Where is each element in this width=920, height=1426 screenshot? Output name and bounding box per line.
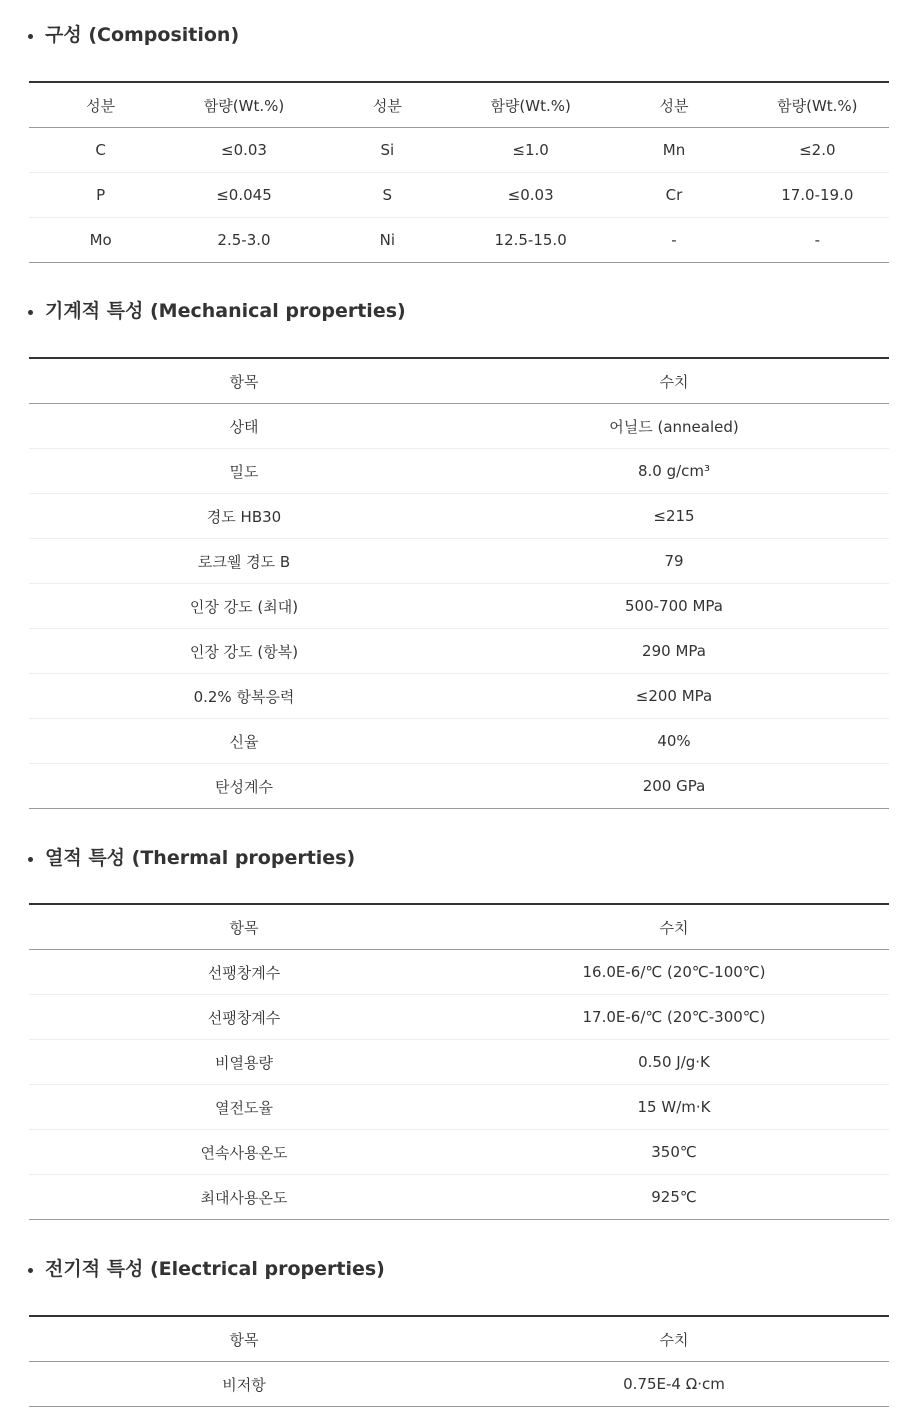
table-row — [29, 173, 889, 218]
table-cell: 탄성계수 — [215, 777, 273, 796]
bullet-icon — [28, 310, 33, 315]
column-header: 함량(Wt.%) — [746, 82, 889, 128]
table-cell: 290 MPa — [459, 629, 889, 674]
column-header: 항목 — [29, 1316, 459, 1362]
table-cell: 로크웰 경도 B — [29, 539, 459, 584]
table-row — [29, 950, 889, 995]
table-cell: 선팽창계수 — [29, 995, 459, 1040]
table-cell: C — [29, 128, 172, 173]
table-row — [29, 539, 889, 584]
bullet-icon — [28, 857, 33, 862]
column-header: 수치 — [459, 1316, 889, 1362]
table-cell: ≤0.03 — [172, 128, 315, 173]
table-row — [29, 629, 889, 674]
table-row — [29, 674, 889, 719]
table-row — [29, 1362, 889, 1407]
table-cell: 0.75E-4 Ω·cm — [623, 1375, 725, 1393]
column-header: 함량(Wt.%) — [459, 82, 602, 128]
table-row — [29, 404, 889, 449]
mechanical-table — [29, 357, 889, 809]
section-title: 전기적 특성 (Electrical properties) — [45, 1258, 385, 1280]
table-row — [29, 1040, 889, 1085]
table-cell: 인장 강도 (항복) — [29, 629, 459, 674]
table-row — [29, 1130, 889, 1175]
table-row — [29, 494, 889, 539]
table-cell: ≤215 — [459, 494, 889, 539]
table-row — [29, 584, 889, 629]
table-cell: 925℃ — [651, 1188, 697, 1206]
table-cell: Cr — [602, 173, 745, 218]
table-row — [29, 719, 889, 764]
table-cell: 0.2% 항복응력 — [29, 674, 459, 719]
table-header-row — [29, 358, 889, 404]
column-header: 수치 — [459, 904, 889, 950]
column-header: 항목 — [29, 904, 459, 950]
table-cell: 비저항 — [222, 1375, 266, 1394]
electrical-table — [29, 1315, 889, 1407]
table-header-row — [29, 82, 889, 128]
table-cell: ≤0.03 — [459, 173, 602, 218]
table-cell: 어닐드 (annealed) — [459, 404, 889, 449]
thermal-heading — [28, 843, 355, 870]
table-cell: - — [671, 231, 677, 249]
table-cell: 15 W/m·K — [459, 1085, 889, 1130]
table-cell: 밀도 — [29, 449, 459, 494]
table-cell: - — [814, 231, 821, 249]
column-header: 성분 — [316, 82, 459, 128]
column-header: 성분 — [29, 82, 172, 128]
bullet-icon — [28, 1268, 33, 1273]
table-cell: ≤1.0 — [459, 128, 602, 173]
table-cell: 12.5-15.0 — [494, 231, 567, 249]
table-row — [29, 764, 889, 809]
table-row — [29, 995, 889, 1040]
column-header: 항목 — [29, 358, 459, 404]
mechanical-heading — [28, 296, 406, 323]
bullet-icon — [28, 34, 33, 39]
composition-table — [29, 81, 889, 263]
table-cell: 비열용량 — [29, 1040, 459, 1085]
composition-heading — [28, 20, 239, 47]
table-cell: 8.0 g/cm³ — [459, 449, 889, 494]
table-cell: 상태 — [29, 404, 459, 449]
column-header: 수치 — [459, 358, 889, 404]
table-cell: 2.5-3.0 — [217, 231, 271, 249]
table-cell: 경도 HB30 — [29, 494, 459, 539]
table-cell: 인장 강도 (최대) — [29, 584, 459, 629]
table-cell: ≤2.0 — [746, 128, 889, 173]
table-cell: 79 — [459, 539, 889, 584]
table-cell: 선팽창계수 — [29, 950, 459, 995]
column-header: 성분 — [602, 82, 745, 128]
table-cell: 0.50 J/g·K — [459, 1040, 889, 1085]
table-cell: 연속사용온도 — [29, 1130, 459, 1175]
table-cell: 열전도율 — [29, 1085, 459, 1130]
table-cell: 200 GPa — [642, 777, 706, 795]
column-header: 함량(Wt.%) — [172, 82, 315, 128]
table-cell: 16.0E-6/℃ (20℃-100℃) — [459, 950, 889, 995]
table-row — [29, 1085, 889, 1130]
table-cell: 신율 — [29, 719, 459, 764]
table-cell: Mo — [89, 231, 112, 249]
table-cell: Ni — [379, 231, 396, 249]
table-cell: 350℃ — [459, 1130, 889, 1175]
table-row — [29, 128, 889, 173]
table-cell: P — [29, 173, 172, 218]
table-row — [29, 218, 889, 263]
table-cell: 40% — [459, 719, 889, 764]
table-row — [29, 1175, 889, 1220]
table-cell: Si — [316, 128, 459, 173]
table-header-row — [29, 904, 889, 950]
thermal-table — [29, 903, 889, 1220]
section-title: 열적 특성 (Thermal properties) — [45, 847, 356, 869]
section-title: 기계적 특성 (Mechanical properties) — [45, 300, 406, 322]
table-cell: ≤0.045 — [172, 173, 315, 218]
section-title: 구성 (Composition) — [45, 24, 240, 46]
table-cell: Mn — [602, 128, 745, 173]
table-cell: 17.0-19.0 — [746, 173, 889, 218]
table-cell: 17.0E-6/℃ (20℃-300℃) — [459, 995, 889, 1040]
table-cell: 500-700 MPa — [459, 584, 889, 629]
table-cell: ≤200 MPa — [459, 674, 889, 719]
table-row — [29, 449, 889, 494]
table-cell: 최대사용온도 — [200, 1188, 288, 1207]
table-header-row — [29, 1316, 889, 1362]
table-cell: S — [316, 173, 459, 218]
electrical-heading — [28, 1254, 385, 1281]
